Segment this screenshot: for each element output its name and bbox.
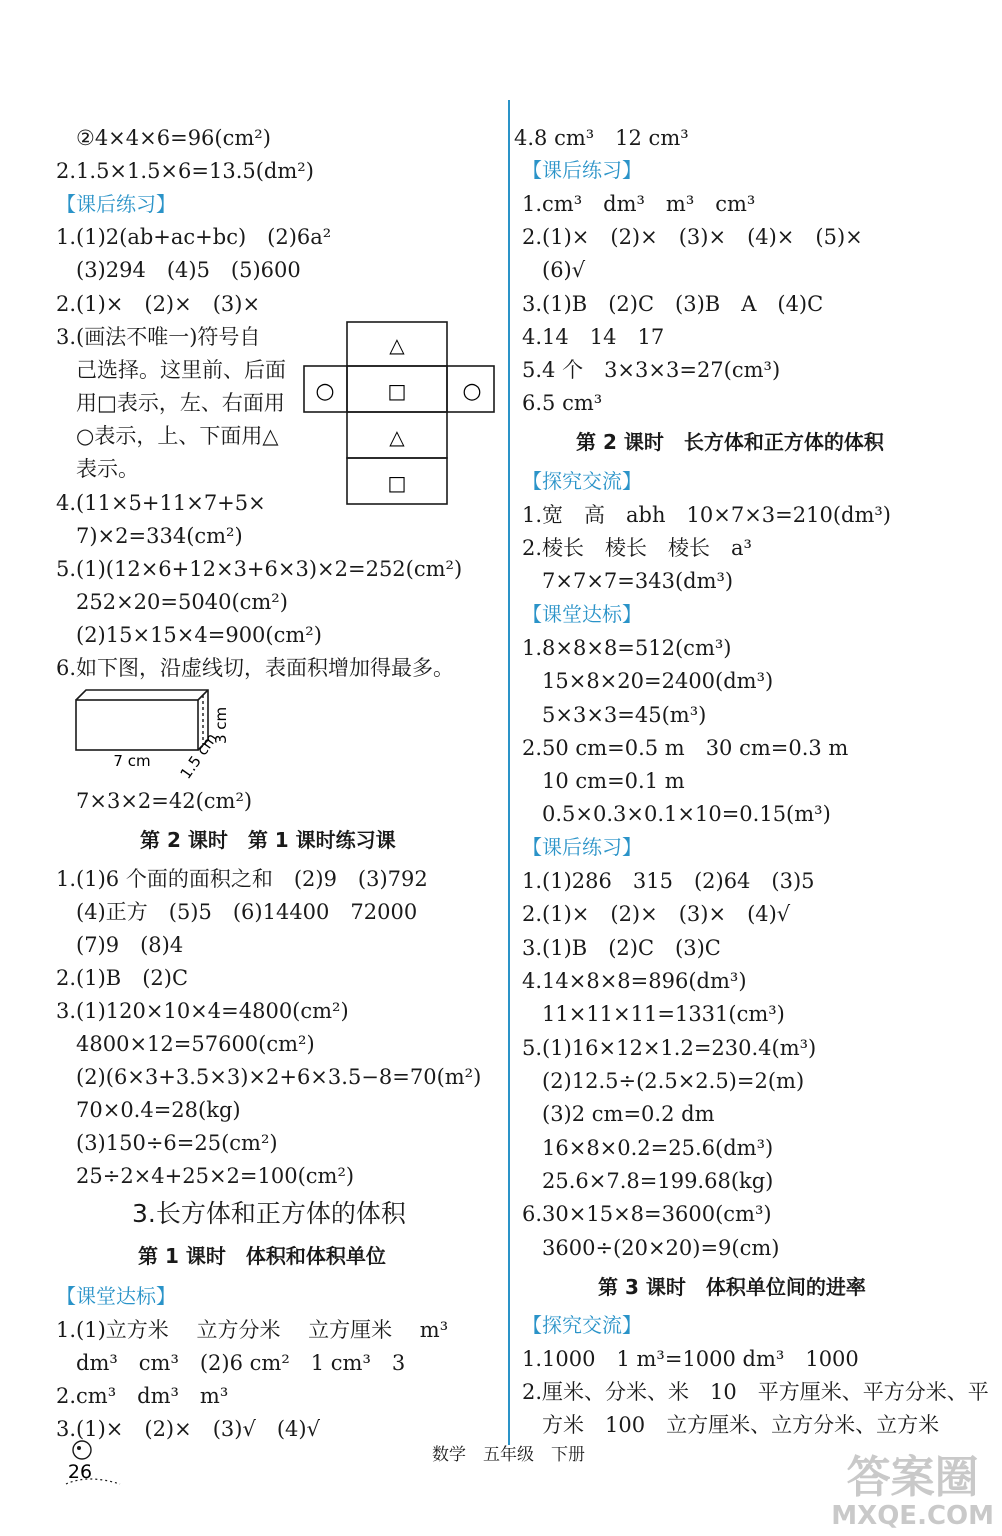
answer-line: 7×7×7=343(dm³) bbox=[542, 569, 734, 593]
depth-label: 1.5 cm bbox=[176, 729, 221, 783]
answer-line: 1.(1)286 315 (2)64 (3)5 bbox=[522, 869, 815, 893]
answer-line: 4.(11×5+11×7+5× bbox=[56, 491, 266, 515]
answer-line: 4.8 cm³ 12 cm³ bbox=[514, 126, 689, 150]
section-heading: 【课后练习】 bbox=[56, 192, 176, 216]
page-badge-icon bbox=[58, 1434, 128, 1488]
answer-line: 25÷2×4+25×2=100(cm²) bbox=[76, 1164, 355, 1188]
answer-line: 1.cm³ dm³ m³ cm³ bbox=[522, 192, 756, 216]
answer-line: 3.(画法不唯一)符号自 bbox=[56, 325, 261, 349]
length-label: 7 cm bbox=[113, 752, 151, 770]
answer-line: 1.(1)6 个面的面积之和 (2)9 (3)792 bbox=[56, 867, 428, 891]
answer-line: 70×0.4=28(kg) bbox=[76, 1098, 241, 1122]
section-heading: 【课后练习】 bbox=[522, 158, 642, 182]
answer-line: (3)294 (4)5 (5)600 bbox=[76, 258, 301, 282]
answer-line: dm³ cm³ (2)6 cm² 1 cm³ 3 bbox=[76, 1351, 406, 1375]
answer-line: 2.(1)B (2)C bbox=[56, 966, 189, 990]
answer-line: ○表示，上、下面用△ bbox=[76, 424, 279, 448]
answer-line: 2.厘米、分米、米 10 平方厘米、平方分米、平 bbox=[522, 1380, 989, 1404]
lesson-title: 第 2 课时 第 1 课时练习课 bbox=[140, 828, 396, 852]
watermark bbox=[831, 1454, 994, 1530]
cube-net-diagram bbox=[302, 320, 498, 510]
watermark-cn: 答案圈 bbox=[846, 1452, 979, 1503]
section-heading: 【课后练习】 bbox=[522, 835, 642, 859]
square-icon: □ bbox=[387, 471, 407, 495]
answer-line: 2.50 cm=0.5 m 30 cm=0.3 m bbox=[522, 736, 849, 760]
lesson-title: 第 1 课时 体积和体积单位 bbox=[138, 1244, 386, 1268]
answer-line: 方米 100 立方厘米、立方分米、立方米 bbox=[542, 1413, 940, 1437]
answer-line: ②4×4×6=96(cm²) bbox=[76, 126, 271, 150]
unit-title: 3.长方体和正方体的体积 bbox=[132, 1199, 406, 1228]
answer-line: 16×8×0.2=25.6(dm³) bbox=[542, 1136, 774, 1160]
answer-line: 2.(1)× (2)× (3)× (4)× (5)× bbox=[522, 225, 863, 249]
answer-line: 2.(1)× (2)× (3)× (4)√ bbox=[522, 902, 791, 926]
answer-line: 1.8×8×8=512(cm³) bbox=[522, 636, 732, 660]
page-number: 26 bbox=[67, 1461, 93, 1483]
answer-line: 1.(1)2(ab+ac+bc) (2)6a² bbox=[56, 225, 332, 249]
answer-line: (6)√ bbox=[542, 258, 586, 282]
answer-line: 252×20=5040(cm²) bbox=[76, 590, 288, 614]
section-heading: 【探究交流】 bbox=[522, 469, 642, 493]
answer-line: (4)正方 (5)5 (6)14400 72000 bbox=[76, 900, 418, 924]
circle-icon: ○ bbox=[315, 379, 335, 404]
answer-line: 15×8×20=2400(dm³) bbox=[542, 669, 774, 693]
answer-line: 用□表示，左、右面用 bbox=[76, 391, 285, 415]
section-heading: 【课堂达标】 bbox=[56, 1284, 176, 1308]
answer-line: 3.(1)B (2)C (3)C bbox=[522, 936, 721, 960]
answer-line: 4.14 14 17 bbox=[522, 325, 665, 349]
answer-line: 4.14×8×8=896(dm³) bbox=[522, 969, 747, 993]
circle-icon: ○ bbox=[462, 379, 482, 404]
answer-line: (2)12.5÷(2.5×2.5)=2(m) bbox=[542, 1069, 805, 1093]
answer-line: 3600÷(20×20)=9(cm) bbox=[542, 1236, 780, 1260]
answer-line: 5.(1)(12×6+12×3+6×3)×2=252(cm²) bbox=[56, 557, 463, 581]
answer-line: 3.(1)× (2)× (3)√ (4)√ bbox=[56, 1417, 320, 1441]
lesson-title: 第 3 课时 体积单位间的进率 bbox=[598, 1275, 866, 1299]
book-title: 数学 五年级 下册 bbox=[432, 1445, 585, 1465]
watermark-url: MXQE.COM bbox=[831, 1501, 994, 1531]
answer-line: 1.(1)立方米 立方分米 立方厘米 m³ bbox=[56, 1318, 449, 1342]
answer-line: 3.(1)B (2)C (3)B A (4)C bbox=[522, 292, 824, 316]
triangle-icon: △ bbox=[389, 425, 405, 449]
lesson-title: 第 2 课时 长方体和正方体的体积 bbox=[576, 430, 884, 454]
square-icon: □ bbox=[387, 379, 407, 403]
answer-line: 0.5×0.3×0.1×10=0.15(m³) bbox=[542, 802, 831, 826]
answer-line: 1.宽 高 abh 10×7×3=210(dm³) bbox=[522, 503, 891, 527]
answer-line: 5.(1)16×12×1.2=230.4(m³) bbox=[522, 1036, 817, 1060]
answer-line: 4800×12=57600(cm²) bbox=[76, 1032, 315, 1056]
answer-line: (3)150÷6=25(cm²) bbox=[76, 1131, 278, 1155]
answer-line: 己选择。这里前、后面 bbox=[76, 358, 286, 382]
answer-line: (2)(6×3+3.5×3)×2+6×3.5−8=70(m²) bbox=[76, 1065, 482, 1089]
answer-line: (2)15×15×4=900(cm²) bbox=[76, 623, 322, 647]
answer-line: 6.5 cm³ bbox=[522, 391, 603, 415]
answer-line: 6.30×15×8=3600(cm³) bbox=[522, 1202, 772, 1226]
answer-line: 6.如下图，沿虚线切，表面积增加得最多。 bbox=[56, 656, 455, 680]
answer-line: 表示。 bbox=[76, 457, 139, 481]
answer-line: 11×11×11=1331(cm³) bbox=[542, 1002, 785, 1026]
answer-line: 7)×2=334(cm²) bbox=[76, 524, 243, 548]
answer-line: 2.cm³ dm³ m³ bbox=[56, 1384, 229, 1408]
answer-line: 2.棱长 棱长 棱长 a³ bbox=[522, 536, 752, 560]
answer-line: 1.1000 1 m³=1000 dm³ 1000 bbox=[522, 1347, 859, 1371]
answer-line: 5×3×3=45(m³) bbox=[542, 703, 707, 727]
answer-line: 10 cm=0.1 m bbox=[542, 769, 685, 793]
triangle-icon: △ bbox=[389, 333, 405, 357]
answer-line: 2.(1)× (2)× (3)× bbox=[56, 292, 261, 316]
column-divider bbox=[508, 100, 510, 1445]
answer-line: 2.1.5×1.5×6=13.5(dm²) bbox=[56, 159, 314, 183]
answer-line: 7×3×2=42(cm²) bbox=[76, 789, 253, 813]
section-heading: 【课堂达标】 bbox=[522, 602, 642, 626]
answer-line: (7)9 (8)4 bbox=[76, 933, 184, 957]
cuboid-diagram bbox=[70, 684, 240, 784]
answer-line: 3.(1)120×10×4=4800(cm²) bbox=[56, 999, 349, 1023]
answer-line: (3)2 cm=0.2 dm bbox=[542, 1102, 715, 1126]
height-label: 3 cm bbox=[212, 706, 230, 744]
section-heading: 【探究交流】 bbox=[522, 1313, 642, 1337]
answer-line: 25.6×7.8=199.68(kg) bbox=[542, 1169, 774, 1193]
answer-line: 5.4 个 3×3×3=27(cm³) bbox=[522, 358, 781, 382]
